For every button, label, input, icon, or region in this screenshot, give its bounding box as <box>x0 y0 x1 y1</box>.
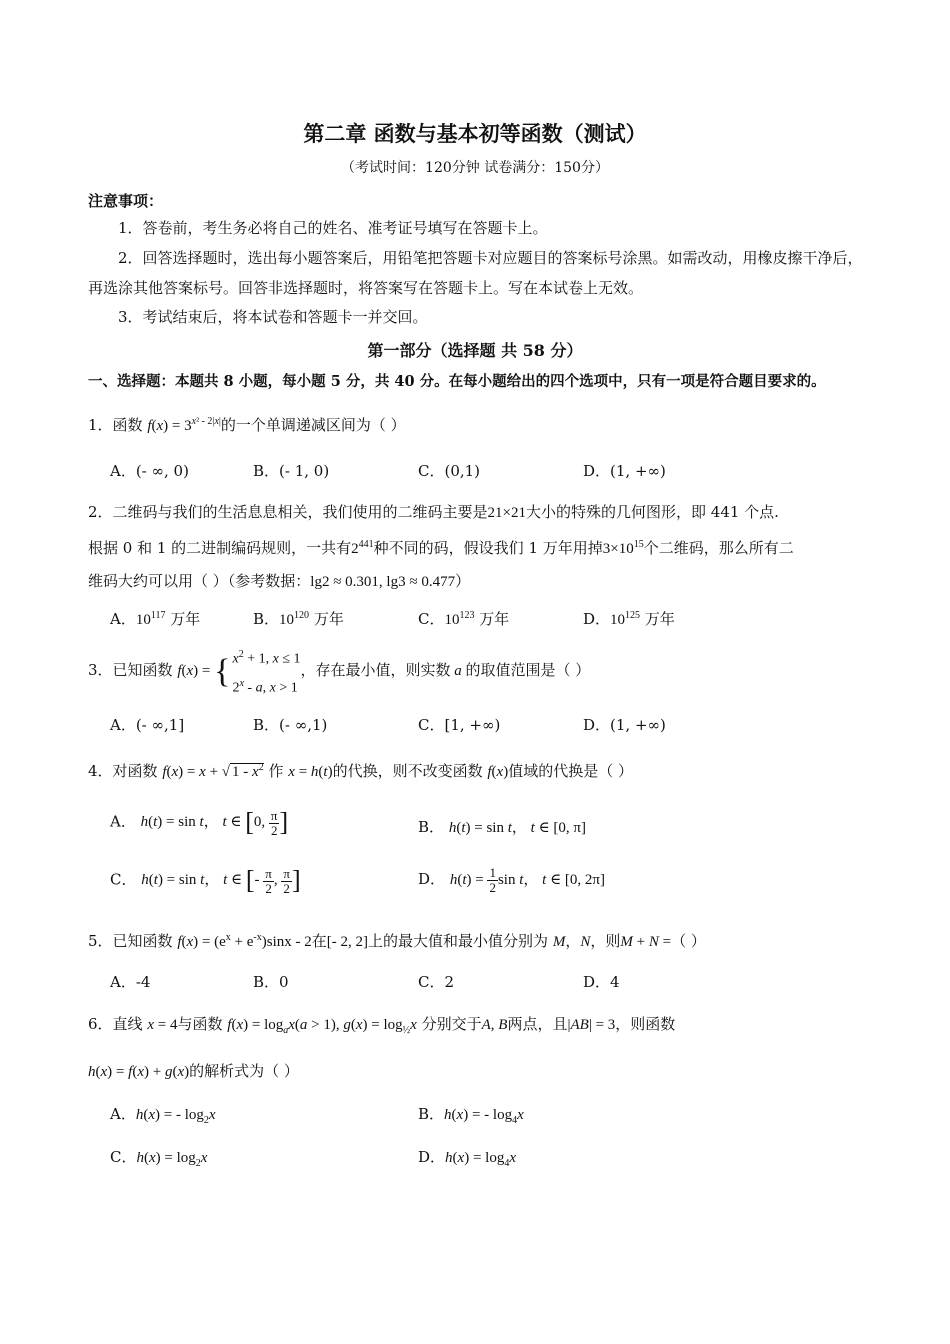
q6-mid4: ，则函数 <box>615 1015 676 1033</box>
q5-option-b: B．0 <box>253 973 289 991</box>
q6-h-def: h(x) = f(x) + g(x) <box>88 1064 190 1080</box>
q5-mid2: 上的最大值和最小值分别为 <box>368 932 549 950</box>
q6-distance: |AB| = 3 <box>567 1017 616 1033</box>
q2-text-3a: 维码大约可以用（ ）（参考数据： <box>88 572 311 590</box>
notice-heading: 注意事项： <box>88 192 164 210</box>
q3-option-a: A．(- ∞,1] <box>110 716 185 734</box>
q4-mid: 作 <box>268 762 284 780</box>
question-1 <box>88 414 406 435</box>
q6-option-c: C．$h(x) = \log_2x$ <box>110 1148 208 1169</box>
question-2-line-1 <box>88 501 779 522</box>
q2-text-1a: 2．二维码与我们的生活息息相关，我们使用的二维码主要是 <box>88 503 488 521</box>
q3-formula: f(x) = { $x^2 + 1$, x ≤ 1 2$^x$ - a, x > 1 <box>177 649 301 696</box>
q2-text-2c: 个二维码，那么所有二 <box>643 539 794 557</box>
q6-line: x = 4 <box>147 1017 178 1033</box>
question-2-line-3 <box>88 570 470 591</box>
q6-points: A, B <box>481 1017 508 1033</box>
q4-label-b: B． <box>418 818 445 836</box>
q5-suffix: （ ） <box>671 932 706 950</box>
q5-n: N <box>580 934 591 950</box>
q4-label-c: C． <box>110 870 137 889</box>
q6-option-a: A．h(x) = - $\log_2x$ <box>110 1105 216 1126</box>
q1-option-c: C．(0,1) <box>418 462 481 480</box>
q6-mid: 与函数 <box>177 1015 223 1033</box>
q4-suffix: 值域的代换是（ ） <box>508 762 633 780</box>
q6-label-c: C． <box>110 1148 137 1166</box>
q4-label-d: D． <box>418 869 446 888</box>
q1-option-b: B．(- 1, 0) <box>253 462 330 480</box>
part1-instruction: 一、选择题：本题共 8 小题，每小题 5 分，共 40 分。在每小题给出的四个选项中，只有一项是符合题目要求的。 <box>88 373 826 390</box>
q2-unit-d: 万年 <box>644 610 675 628</box>
q6-label-b: B． <box>418 1105 445 1123</box>
q4-mid2: 的代换，则不改变函数 <box>332 762 483 780</box>
q5-option-c: C．2 <box>418 973 455 991</box>
q6-label-d: D． <box>418 1148 446 1166</box>
question-3 <box>88 643 590 700</box>
q2-reference: lg2 ≈ 0.301, lg3 ≈ 0.477 <box>310 574 456 590</box>
q4-option-a: A． h(t) = sin t， t ∈ [0, $\frac{\pi}{2}$ ] <box>110 807 289 838</box>
part1-heading: 第一部分（选择题 共 58 分） <box>367 341 583 360</box>
notice-item-2: 2．回答选择题时，选出每小题答案后，用铅笔把答题卡对应题目的答案标号涂黑。如需改动，用橡皮擦干净后，再选涂其他答案标号。回答非选择题时，将答案写在答题卡上。写在本试卷上无效。 <box>88 249 863 297</box>
q3-option-c: C．[1, +∞) <box>418 716 501 734</box>
q4-label-a: A． <box>110 812 136 831</box>
q5-m: M <box>552 934 566 950</box>
q2-text-3b: ） <box>455 572 471 590</box>
q6-line2-suffix: 的解析式为（ ） <box>189 1062 299 1080</box>
q5-sum: M + N = <box>620 934 672 950</box>
q6-option-b: B．h(x) = - $\log_4x$ <box>418 1105 524 1126</box>
q2-option-a: A．$10^{117}$ 万年 <box>110 610 201 628</box>
question-5: 5．已知函数 $f(x) = (e^x + e^{-x})\sin x - 2$在[- 2, 2]上的最大值和最小值分别为 M，N，则M + N =（ ） <box>88 932 706 950</box>
q3-option-b: B．(- ∞,1) <box>253 716 328 734</box>
notice-item-1: 1．答卷前，考生务必将自己的姓名、准考证号填写在答题卡上。 <box>118 219 548 237</box>
q1-option-d: D．(1, +∞) <box>583 462 666 480</box>
q6-prefix: 6．直线 <box>88 1015 143 1033</box>
q1-prefix: 1．函数 <box>88 416 143 434</box>
q3-suffix2: 的取值范围是（ ） <box>465 661 591 680</box>
q5-option-d: D．4 <box>583 973 620 991</box>
q5-mid: 在 <box>311 932 327 950</box>
q5-formula: $f(x) = (e^x + e^{-x})\sin x - 2$ <box>177 932 312 950</box>
q4-function: f(x) = x + √ $1 - x^2$ <box>162 762 264 780</box>
q5-prefix: 5．已知函数 <box>88 932 173 950</box>
q4-prefix: 4．对函数 <box>88 762 158 780</box>
q6-label-a: A． <box>110 1105 136 1123</box>
question-2-line-2 <box>88 537 794 558</box>
q2-power: $2^{441}$ <box>351 539 374 557</box>
q5-option-a: A．-4 <box>110 973 151 991</box>
q6-mid2: 分别交于 <box>421 1015 482 1033</box>
notice-item-3: 3．考试结束后，将本试卷和答题卡一并交回。 <box>118 308 428 326</box>
q4-option-c: C． h(t) = sin t， t ∈ [- $\frac{\pi}{2}$ , $\frac{\pi}{2}$ ] <box>110 865 301 896</box>
q2-text-1b: 大小的特殊的几何图形，即 441 个点. <box>526 503 779 521</box>
q2-option-c: C．$10^{123}$ 万年 <box>418 610 510 628</box>
q6-functions: $f(x) = \log_ax(a > 1)$, $g(x) = \log_{\frac{1}{2}}x$ <box>227 1017 417 1036</box>
q3-suffix: ，存在最小值，则实数 <box>300 661 451 680</box>
q3-param: a <box>450 663 466 680</box>
q3-option-d: D．(1, +∞) <box>583 716 666 734</box>
q2-unit-c: 万年 <box>479 610 510 628</box>
q6-mid3: 两点，且 <box>507 1015 568 1033</box>
q2-unit-a: 万年 <box>170 610 201 628</box>
q2-text-2a: 根据 0 和 1 的二进制编码规则，一共有 <box>88 539 352 557</box>
q5-mid3: ，则 <box>590 932 621 950</box>
q2-option-d: D．$10^{125}$ 万年 <box>583 610 675 628</box>
q2-unit-b: 万年 <box>313 610 344 628</box>
q3-prefix: 3．已知函数 <box>88 661 173 680</box>
q1-suffix: 的一个单调递减区间为（ ） <box>220 416 406 434</box>
q1-formula: $f(x) = 3^{x^2 - 2|x|}$ <box>147 416 221 434</box>
q2-text-2b: 种不同的码，假设我们 1 万年用掉 <box>373 539 603 557</box>
exam-info: （考试时间：120分钟 试卷满分：150分） <box>341 160 609 176</box>
q5-interval: [- 2, 2] <box>326 934 369 950</box>
q4-fx: f(x) <box>487 764 509 780</box>
q2-size: 21×21 <box>487 505 527 521</box>
q4-option-d: D． h(t) = $\frac{1}{2}$ sin t， t ∈ [0, 2π] <box>418 865 605 895</box>
question-6 <box>88 1013 675 1036</box>
q2-option-b: B．$10^{120}$ 万年 <box>253 610 344 628</box>
q6-option-d: D．$h(x) = \log_4x$ <box>418 1148 516 1169</box>
q4-substitution: x = h(t) <box>288 764 333 780</box>
q2-usage: $3\times 10^{15}$ <box>602 539 644 557</box>
q1-option-a: A．(- ∞, 0) <box>110 462 189 480</box>
question-6-line-2 <box>88 1060 299 1081</box>
q4-option-b: B． h(t) = sin t， t ∈ [0, π] <box>418 818 586 836</box>
question-4 <box>88 760 633 781</box>
page-title: 第二章 函数与基本初等函数（测试） <box>303 121 647 146</box>
